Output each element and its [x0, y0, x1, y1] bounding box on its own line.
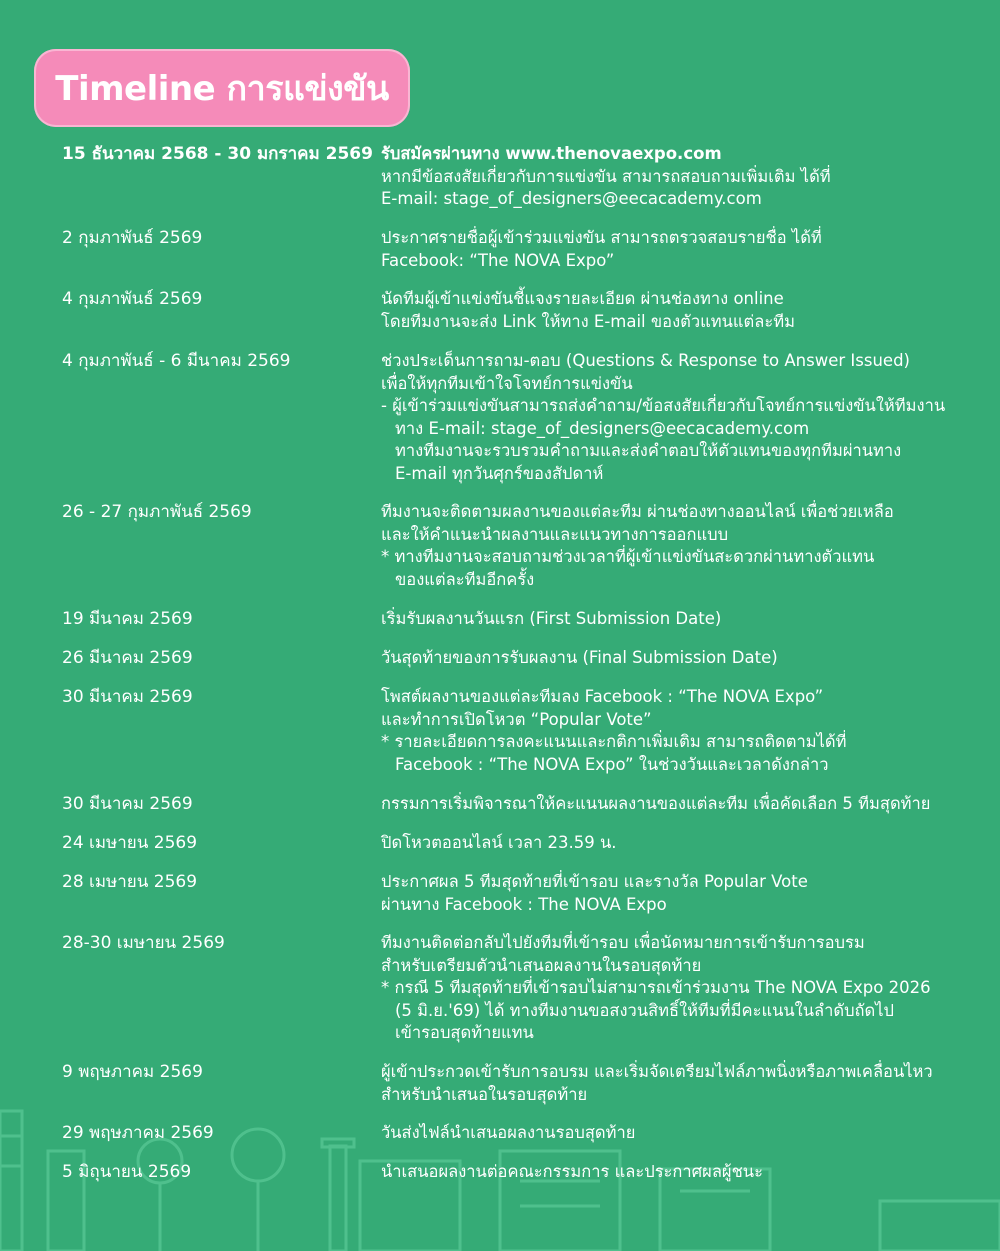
description-line: วันสุดท้ายของการรับผลงาน (Final Submission Date)	[381, 648, 778, 667]
timeline-description	[381, 1122, 961, 1145]
timeline-date: 5 มิถุนายน 2569	[62, 1162, 192, 1182]
description-line: นำเสนอผลงานต่อคณะกรรมการ และประกาศผลผู้ชนะ	[381, 1162, 763, 1181]
timeline-date: 28 เมษายน 2569	[62, 872, 198, 892]
description-line: * รายละเอียดการลงคะแนนและกติกาเพิ่มเติม สามารถติดตามได้ที่	[381, 732, 847, 752]
description-line: ผู้เข้าประกวดเข้ารับการอบรม และเริ่มจัดเตรียมไฟล์ภาพนิ่งหรือภาพเคลื่อนไหว	[381, 1062, 933, 1081]
timeline-date: 26 - 27 กุมภาพันธ์ 2569	[62, 502, 252, 522]
timeline-description	[381, 1161, 961, 1184]
description-line: ประกาศผล 5 ทีมสุดท้ายที่เข้ารอบ และรางวัล Popular Vote	[381, 872, 808, 891]
timeline-date: 28-30 เมษายน 2569	[62, 933, 225, 953]
timeline-description	[381, 832, 961, 855]
timeline-date: 29 พฤษภาคม 2569	[62, 1123, 214, 1143]
description-line: * ทางทีมงานจะสอบถามช่วงเวลาที่ผู้เข้าแข่งขันสะดวกผ่านทางตัวแทน	[381, 547, 875, 567]
description-line: เริ่มรับผลงานวันแรก (First Submission Date)	[381, 609, 722, 628]
timeline-description	[381, 932, 961, 1045]
timeline-date: 19 มีนาคม 2569	[62, 609, 193, 629]
description-line: ทีมงานจะติดตามผลงานของแต่ละทีม ผ่านช่องทางออนไลน์ เพื่อช่วยเหลือ	[381, 502, 894, 521]
timeline-date: 30 มีนาคม 2569	[62, 687, 193, 707]
description-line: และให้คำแนะนำผลงานและแนวทางการออกแบบ	[381, 524, 729, 544]
description-line: ของแต่ละทีมอีกครั้ง	[395, 569, 535, 589]
timeline-description	[381, 608, 961, 631]
description-line: โพสต์ผลงานของแต่ละทีมลง Facebook : “The NOVA Expo”	[381, 687, 824, 706]
description-line: โดยทีมงานจะส่ง Link ให้ทาง E-mail ของตัวแทนแต่ละทีม	[381, 311, 795, 331]
timeline-date: 2 กุมภาพันธ์ 2569	[62, 228, 203, 248]
description-line: และทำการเปิดโหวต “Popular Vote”	[381, 709, 652, 729]
description-line: สำหรับนำเสนอในรอบสุดท้าย	[381, 1084, 588, 1104]
title-banner	[34, 49, 410, 127]
description-line: * กรณี 5 ทีมสุดท้ายที่เข้ารอบไม่สามารถเข้าร่วมงาน The NOVA Expo 2026	[381, 978, 931, 998]
timeline-date: 30 มีนาคม 2569	[62, 794, 193, 814]
timeline-description	[381, 350, 961, 486]
description-line: E-mail ทุกวันศุกร์ของสัปดาห์	[395, 463, 604, 483]
description-line: ทางทีมงานจะรวบรวมคำถามและส่งคำตอบให้ตัวแทนของทุกทีมผ่านทาง	[395, 441, 902, 461]
timeline-description	[381, 793, 961, 816]
description-line: ผ่านทาง Facebook : The NOVA Expo	[381, 894, 667, 914]
timeline-date: 24 เมษายน 2569	[62, 833, 198, 853]
timeline-description	[381, 647, 961, 670]
timeline-date: 4 กุมภาพันธ์ 2569	[62, 289, 203, 309]
timeline-description	[381, 501, 961, 591]
description-line: Facebook : “The NOVA Expo” ในช่วงวันและเวลาดังกล่าว	[395, 754, 829, 774]
description-line: (5 มิ.ย.'69) ได้ ทางทีมงานขอสงวนสิทธิ์ให้ทีมที่มีคะแนนในลำดับถัดไป	[395, 1000, 895, 1020]
description-line: กรรมการเริ่มพิจารณาให้คะแนนผลงานของแต่ละทีม เพื่อคัดเลือก 5 ทีมสุดท้าย	[381, 794, 931, 813]
description-line: - ผู้เข้าร่วมแข่งขันสามารถส่งคำถาม/ข้อสงสัยเกี่ยวกับโจทย์การแข่งขันให้ทีมงาน	[381, 396, 946, 416]
description-line: เข้ารอบสุดท้ายแทน	[395, 1023, 534, 1043]
description-line: นัดทีมผู้เข้าแข่งขันชี้แจงรายละเอียด ผ่านช่องทาง online	[381, 289, 784, 308]
description-line: หากมีข้อสงสัยเกี่ยวกับการแข่งขัน สามารถสอบถามเพิ่มเติม ได้ที่	[381, 166, 831, 186]
timeline-date: 15 ธันวาคม 2568 - 30 มกราคม 2569	[62, 144, 373, 164]
description-line: E-mail: stage_of_designers@eecacademy.com	[381, 189, 762, 209]
timeline-description	[381, 288, 961, 333]
timeline-description	[381, 227, 961, 272]
description-line: ทีมงานติดต่อกลับไปยังทีมที่เข้ารอบ เพื่อนัดหมายการเข้ารับการอบรม	[381, 933, 865, 952]
description-line: ประกาศรายชื่อผู้เข้าร่วมแข่งขัน สามารถตรวจสอบรายชื่อ ได้ที่	[381, 228, 822, 247]
description-line: ช่วงประเด็นการถาม-ตอบ (Questions & Response to Answer Issued)	[381, 351, 910, 370]
page-title: Timeline การแข่งขัน	[55, 69, 389, 109]
timeline-date: 4 กุมภาพันธ์ - 6 มีนาคม 2569	[62, 351, 291, 371]
description-line: ทาง E-mail: stage_of_designers@eecacademy.com	[395, 418, 810, 438]
timeline-description	[381, 1061, 961, 1106]
timeline-date: 26 มีนาคม 2569	[62, 648, 193, 668]
timeline-description	[381, 686, 961, 776]
description-line: เพื่อให้ทุกทีมเข้าใจโจทย์การแข่งขัน	[381, 373, 633, 393]
timeline-description	[381, 143, 961, 211]
timeline-date: 9 พฤษภาคม 2569	[62, 1062, 203, 1082]
description-line: Facebook: “The NOVA Expo”	[381, 250, 615, 270]
description-line: รับสมัครผ่านทาง www.thenovaexpo.com	[381, 144, 722, 163]
description-line: สำหรับเตรียมตัวนำเสนอผลงานในรอบสุดท้าย	[381, 955, 702, 975]
description-line: วันส่งไฟล์นำเสนอผลงานรอบสุดท้าย	[381, 1123, 636, 1142]
timeline-description	[381, 871, 961, 916]
description-line: ปิดโหวตออนไลน์ เวลา 23.59 น.	[381, 833, 617, 852]
